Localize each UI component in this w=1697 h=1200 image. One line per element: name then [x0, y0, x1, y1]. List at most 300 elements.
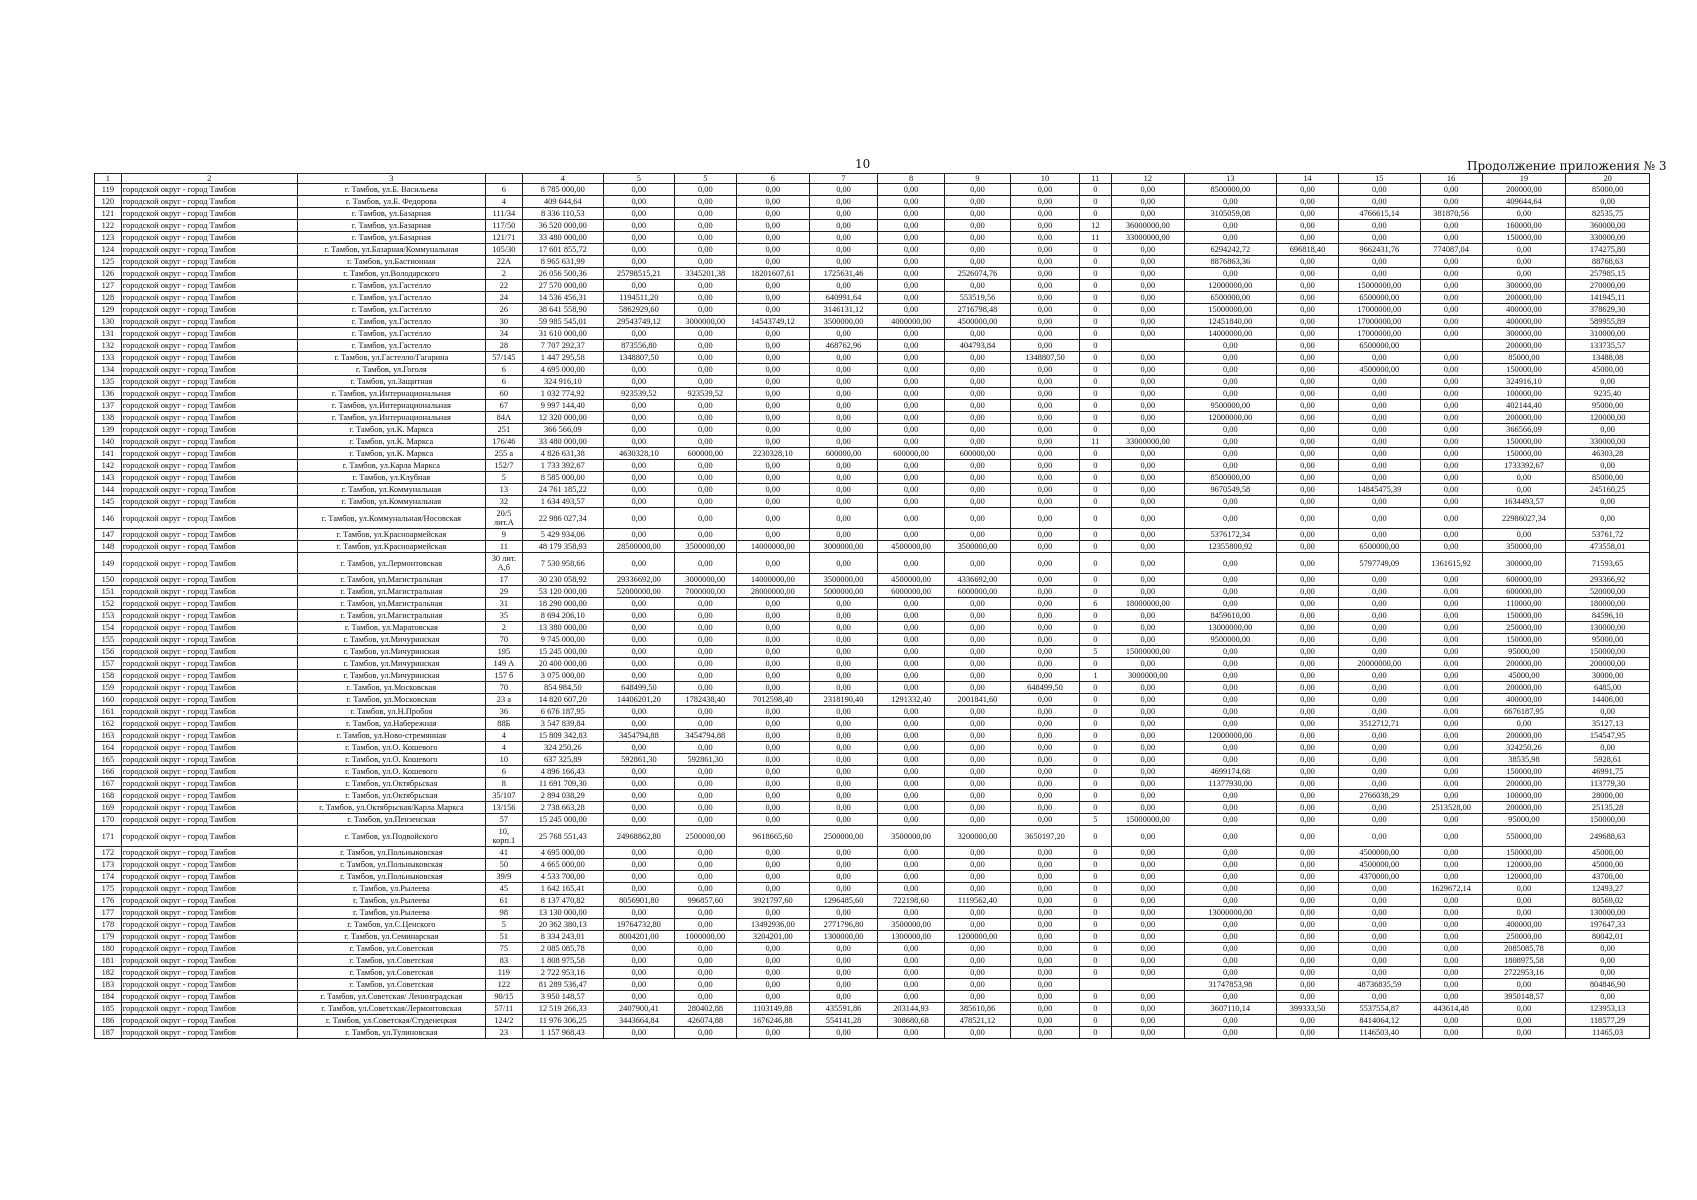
table-cell: 0,00 [944, 244, 1010, 256]
table-cell: 0,00 [1011, 256, 1080, 268]
table-cell: 0,00 [1011, 340, 1080, 352]
table-cell: 0,00 [809, 484, 878, 496]
table-cell: 28500000,00 [604, 541, 675, 553]
table-cell: 0,00 [944, 754, 1010, 766]
table-cell: 84596,10 [1566, 610, 1650, 622]
table-cell: 1300000,00 [878, 931, 944, 943]
table-cell: 0,00 [1011, 388, 1080, 400]
table-cell: 3650197,20 [1011, 826, 1080, 847]
table-cell: 0,00 [604, 208, 675, 220]
table-cell: 9500000,00 [1184, 400, 1276, 412]
table-cell: 3454794,88 [674, 730, 736, 742]
table-row [95, 472, 1650, 484]
table-cell: 0,00 [1339, 883, 1420, 895]
table-cell: г. Тамбов, ул.К. Маркса [297, 448, 486, 460]
table-cell: 200000,00 [1482, 682, 1566, 694]
table-cell: 0,00 [736, 460, 809, 472]
table-cell: 1 447 295,58 [522, 352, 603, 364]
table-cell: 0,00 [1566, 943, 1650, 955]
table-cell: г. Тамбов, ул.Советская [297, 943, 486, 955]
table-cell: 1676246,88 [736, 1015, 809, 1027]
table-cell: 14406201,20 [604, 694, 675, 706]
table-cell: 0 [1079, 328, 1111, 340]
table-cell: 0,00 [1420, 919, 1482, 931]
table-cell: 0,00 [1482, 208, 1566, 220]
table-cell: 23 [486, 1027, 522, 1039]
table-cell: 350000,00 [1482, 541, 1566, 553]
table-cell: 0,00 [1184, 859, 1276, 871]
table-cell: 0,00 [1276, 376, 1338, 388]
table-cell: 0,00 [604, 706, 675, 718]
table-cell: 409644,64 [1482, 196, 1566, 208]
table-cell: городской округ - город Тамбов [121, 340, 297, 352]
table-cell: 70 [486, 634, 522, 646]
table-cell: 0,00 [1420, 424, 1482, 436]
table-cell: 0,00 [674, 646, 736, 658]
table-cell: 0,00 [1276, 1015, 1338, 1027]
table-cell: 0,00 [1276, 826, 1338, 847]
table-cell: 0,00 [1011, 718, 1080, 730]
table-cell: 0,00 [878, 967, 944, 979]
table-cell: 600000,00 [1482, 574, 1566, 586]
table-cell: 0,00 [1339, 814, 1420, 826]
table-cell: 0,00 [809, 256, 878, 268]
table-cell: 161 [95, 706, 122, 718]
table-cell: 0,00 [1111, 895, 1184, 907]
table-cell: 176 [95, 895, 122, 907]
table-cell: 0,00 [1011, 541, 1080, 553]
table-cell: 0 [1079, 991, 1111, 1003]
table-cell: 0,00 [604, 859, 675, 871]
table-cell: г. Тамбов, ул.Интернациональная [297, 412, 486, 424]
table-cell: 0,00 [809, 814, 878, 826]
table-cell: 0,00 [736, 484, 809, 496]
table-cell: 0,00 [944, 991, 1010, 1003]
table-cell: 0,00 [674, 622, 736, 634]
table-cell: 300000,00 [1482, 280, 1566, 292]
table-cell: 9618665,60 [736, 826, 809, 847]
table-cell: 0,00 [878, 859, 944, 871]
table-cell: 0,00 [878, 328, 944, 340]
table-cell: 0,00 [1011, 847, 1080, 859]
table-cell: 0,00 [809, 955, 878, 967]
table-row [95, 292, 1650, 304]
table-cell: 0,00 [944, 766, 1010, 778]
table-cell: 0,00 [604, 907, 675, 919]
table-cell: 0,00 [944, 553, 1010, 574]
table-cell: городской округ - город Тамбов [121, 634, 297, 646]
table-cell: 0,00 [1276, 790, 1338, 802]
table-cell: 45000,00 [1566, 364, 1650, 376]
table-cell: 33000000,00 [1111, 232, 1184, 244]
table-cell: 51 [486, 931, 522, 943]
table-cell: 0,00 [878, 622, 944, 634]
table-cell: 0,00 [604, 472, 675, 484]
table-cell: 4500000,00 [1339, 364, 1420, 376]
table-cell: 0,00 [1184, 268, 1276, 280]
table-cell: 400000,00 [1482, 919, 1566, 931]
table-cell: 0,00 [944, 610, 1010, 622]
continuation-title: Продолжение приложения № 3 [1467, 159, 1667, 173]
table-cell: 0,00 [1420, 196, 1482, 208]
table-cell: 640991,64 [809, 292, 878, 304]
table-cell: 0,00 [1011, 472, 1080, 484]
table-cell: 0,00 [809, 622, 878, 634]
table-cell: 43700,00 [1566, 871, 1650, 883]
table-cell: 0,00 [1339, 586, 1420, 598]
table-cell: городской округ - город Тамбов [121, 883, 297, 895]
table-cell: 0,00 [736, 943, 809, 955]
table-cell: 0,00 [1420, 895, 1482, 907]
table-cell: 0 [1079, 907, 1111, 919]
table-cell: 0,00 [878, 754, 944, 766]
table-cell: 19764732,80 [604, 919, 675, 931]
table-cell: 0,00 [1011, 574, 1080, 586]
table-cell: 12 519 266,33 [522, 1003, 603, 1015]
table-cell: 1782438,40 [674, 694, 736, 706]
table-cell: 4370000,00 [1339, 871, 1420, 883]
table-cell: 0,00 [1276, 658, 1338, 670]
table-cell: 36000000,00 [1111, 220, 1184, 232]
table-cell: 0,00 [736, 871, 809, 883]
table-cell: 0,00 [1276, 400, 1338, 412]
table-cell: 50 [486, 859, 522, 871]
table-cell: 554141,28 [809, 1015, 878, 1027]
table-cell: 13488,08 [1566, 352, 1650, 364]
table-cell: 0,00 [878, 364, 944, 376]
table-cell: 0,00 [944, 460, 1010, 472]
table-cell: 126 [95, 268, 122, 280]
table-cell: 0,00 [944, 598, 1010, 610]
table-cell: 15 245 000,00 [522, 814, 603, 826]
table-cell: 0,00 [944, 979, 1010, 991]
table-cell: 0,00 [944, 871, 1010, 883]
table-cell: 308680,68 [878, 1015, 944, 1027]
table-cell: г. Тамбов, ул.Октябрьская [297, 778, 486, 790]
table-cell: городской округ - город Тамбов [121, 847, 297, 859]
table-cell: 0 [1079, 778, 1111, 790]
table-cell: 0,00 [604, 814, 675, 826]
table-cell: 443614,48 [1420, 1003, 1482, 1015]
table-cell: 0,00 [736, 553, 809, 574]
table-cell: 8414064,12 [1339, 1015, 1420, 1027]
table-cell: 0,00 [1184, 376, 1276, 388]
table-cell: городской округ - город Тамбов [121, 943, 297, 955]
table-cell: 0,00 [878, 400, 944, 412]
table-row [95, 220, 1650, 232]
table-cell: 0,00 [736, 424, 809, 436]
table-cell: 59 985 545,01 [522, 316, 603, 328]
table-cell: 0,00 [1276, 871, 1338, 883]
table-row [95, 328, 1650, 340]
table-cell: 0,00 [1420, 304, 1482, 316]
table-cell: 12 [1079, 220, 1111, 232]
table-cell: 0,00 [1011, 232, 1080, 244]
table-cell: 0,00 [674, 232, 736, 244]
table-cell: 8 965 631,99 [522, 256, 603, 268]
table-cell: 88Б [486, 718, 522, 730]
table-cell: 0 [1079, 256, 1111, 268]
table-cell: г. Тамбов, ул.Интернациональная [297, 400, 486, 412]
table-cell: 84А [486, 412, 522, 424]
table-cell: 0,00 [878, 496, 944, 508]
table-cell: 158 [95, 670, 122, 682]
table-row [95, 943, 1650, 955]
table-cell: 0,00 [604, 376, 675, 388]
table-cell: 17000000,00 [1339, 328, 1420, 340]
table-cell: 0,00 [736, 883, 809, 895]
table-cell: 120000,00 [1566, 412, 1650, 424]
table-cell: 36 [486, 706, 522, 718]
table-cell: 0,00 [1276, 508, 1338, 529]
table-row [95, 208, 1650, 220]
table-cell: 0,00 [878, 280, 944, 292]
table-cell: 150000,00 [1482, 634, 1566, 646]
table-cell: 25 768 551,43 [522, 826, 603, 847]
table-cell: 0,00 [674, 292, 736, 304]
table-cell: 0,00 [1111, 412, 1184, 424]
table-cell: 996857,60 [674, 895, 736, 907]
table-cell: 119 [95, 184, 122, 196]
table-cell: 0,00 [944, 658, 1010, 670]
table-cell: 0,00 [674, 244, 736, 256]
table-cell: 0,00 [674, 847, 736, 859]
table-cell: 0,00 [1482, 268, 1566, 280]
table-cell: 160 [95, 694, 122, 706]
table-cell: 7 530 958,66 [522, 553, 603, 574]
table-cell: 468762,96 [809, 340, 878, 352]
table-cell: 0,00 [1276, 364, 1338, 376]
table-cell: 0,00 [878, 184, 944, 196]
table-cell [1111, 979, 1184, 991]
table-cell: г. Тамбов, ул.Советская/Студенецкая [297, 1015, 486, 1027]
table-cell: 157 б [486, 670, 522, 682]
table-row [95, 268, 1650, 280]
table-cell: 15000000,00 [1111, 646, 1184, 658]
table-cell: 26 [486, 304, 522, 316]
table-cell: 873556,80 [604, 340, 675, 352]
table-row [95, 1015, 1650, 1027]
table-cell: 0,00 [1276, 955, 1338, 967]
table-cell: 0,00 [1111, 943, 1184, 955]
table-cell: 0,00 [604, 658, 675, 670]
table-cell: 123 [95, 232, 122, 244]
table-cell: 170 [95, 814, 122, 826]
table-cell: 592861,30 [604, 754, 675, 766]
table-cell: городской округ - город Тамбов [121, 508, 297, 529]
table-cell: городской округ - город Тамбов [121, 424, 297, 436]
table-cell: 0,00 [1420, 436, 1482, 448]
table-cell: 0,00 [1111, 244, 1184, 256]
table-cell: 9235,40 [1566, 388, 1650, 400]
table-cell: 400000,00 [1482, 316, 1566, 328]
table-cell: 0,00 [944, 943, 1010, 955]
table-cell: 25135,28 [1566, 802, 1650, 814]
table-cell: 0,00 [1339, 196, 1420, 208]
table-cell: 0,00 [1111, 376, 1184, 388]
table-cell: г. Тамбов, ул.Магистральная [297, 586, 486, 598]
table-cell: 426074,88 [674, 1015, 736, 1027]
table-cell: 0,00 [1420, 496, 1482, 508]
table-cell: 0 [1079, 682, 1111, 694]
table-cell: г. Тамбов, ул.Гастелло/Гагарина [297, 352, 486, 364]
table-cell: 149 А [486, 658, 522, 670]
table-cell: 6 [486, 184, 522, 196]
table-cell: 0,00 [604, 871, 675, 883]
table-cell: 0,00 [1420, 814, 1482, 826]
table-cell: 9 [486, 529, 522, 541]
table-cell: 0,00 [1184, 943, 1276, 955]
table-cell: 3 075 000,00 [522, 670, 603, 682]
table-cell: 310000,00 [1566, 328, 1650, 340]
table-cell: 0,00 [809, 232, 878, 244]
table-cell: 177 [95, 907, 122, 919]
table-cell: 0,00 [674, 256, 736, 268]
table-cell: 0,00 [1184, 496, 1276, 508]
table-cell: 0,00 [1111, 871, 1184, 883]
table-cell: 0,00 [1339, 508, 1420, 529]
table-cell: 179 [95, 931, 122, 943]
table-cell: 385610,86 [944, 1003, 1010, 1015]
table-cell: 0,00 [736, 196, 809, 208]
table-cell: 22 986 027,34 [522, 508, 603, 529]
table-cell: 0,00 [878, 529, 944, 541]
table-cell: 85000,00 [1566, 472, 1650, 484]
table-cell: 9 997 144,40 [522, 400, 603, 412]
table-cell: 0,00 [1276, 991, 1338, 1003]
table-cell: 5 [486, 919, 522, 931]
table-cell: городской округ - город Тамбов [121, 730, 297, 742]
table-row [95, 484, 1650, 496]
table-cell: 6500000,00 [1184, 292, 1276, 304]
table-cell: 0,00 [1111, 328, 1184, 340]
table-cell: 250000,00 [1482, 622, 1566, 634]
table-cell: 2771796,80 [809, 919, 878, 931]
table-cell: 9662431,76 [1339, 244, 1420, 256]
table-cell: городской округ - город Тамбов [121, 907, 297, 919]
table-cell: 4500000,00 [944, 316, 1010, 328]
table-cell: 0,00 [1276, 943, 1338, 955]
table-cell: 0,00 [1420, 931, 1482, 943]
table-cell: г. Тамбов, ул.Гастелло [297, 304, 486, 316]
table-row [95, 967, 1650, 979]
table-cell: 0,00 [736, 718, 809, 730]
table-cell: 3454794,88 [604, 730, 675, 742]
table-cell: 0,00 [1276, 232, 1338, 244]
table-cell: 0,00 [1011, 790, 1080, 802]
table-cell: 0,00 [1482, 244, 1566, 256]
table-cell: 0,00 [878, 871, 944, 883]
table-cell: 0,00 [1566, 742, 1650, 754]
table-cell: 435591,86 [809, 1003, 878, 1015]
table-cell: 0,00 [1011, 496, 1080, 508]
table-cell: 0,00 [1111, 424, 1184, 436]
table-cell: 35127,13 [1566, 718, 1650, 730]
table-cell: 0,00 [674, 484, 736, 496]
table-cell: 0,00 [674, 991, 736, 1003]
table-cell: 4 533 700,00 [522, 871, 603, 883]
table-cell: 2 085 085,78 [522, 943, 603, 955]
table-cell: 0,00 [674, 1027, 736, 1039]
table-cell: 0,00 [944, 955, 1010, 967]
table-cell: 200000,00 [1566, 658, 1650, 670]
table-cell: 0,00 [736, 280, 809, 292]
table-cell: 0,00 [1339, 955, 1420, 967]
table-cell: 0,00 [674, 919, 736, 931]
table-cell: 0,00 [1011, 1015, 1080, 1027]
table-cell: 0,00 [809, 184, 878, 196]
table-cell: 38 641 558,90 [522, 304, 603, 316]
table-cell: 152/7 [486, 460, 522, 472]
table-cell: 0,00 [878, 472, 944, 484]
table-cell: 200000,00 [1482, 184, 1566, 196]
table-cell: 0,00 [1276, 718, 1338, 730]
table-cell: 0,00 [878, 610, 944, 622]
table-cell: 1634493,57 [1482, 496, 1566, 508]
column-header: 16 [1420, 174, 1482, 184]
table-cell: 30 лит. А,б [486, 553, 522, 574]
table-cell: 0,00 [674, 220, 736, 232]
table-cell: 10 [486, 754, 522, 766]
table-cell: 324 916,10 [522, 376, 603, 388]
table-cell: 0,00 [1184, 424, 1276, 436]
table-cell: 0,00 [878, 424, 944, 436]
table-cell: 0,00 [1111, 742, 1184, 754]
table-cell: 0,00 [604, 622, 675, 634]
table-cell: 0,00 [878, 232, 944, 244]
table-cell: городской округ - город Тамбов [121, 268, 297, 280]
table-cell: г. Тамбов, ул.Рылеева [297, 895, 486, 907]
table-cell: 20 362 380,13 [522, 919, 603, 931]
table-cell: 0,00 [1184, 706, 1276, 718]
table-cell: 402144,40 [1482, 400, 1566, 412]
table-cell: 0,00 [1420, 448, 1482, 460]
table-cell: 7 707 292,37 [522, 340, 603, 352]
table-cell: 0,00 [1420, 376, 1482, 388]
table-cell: городской округ - город Тамбов [121, 376, 297, 388]
column-header: 5 [674, 174, 736, 184]
table-cell: 28000,00 [1566, 790, 1650, 802]
table-cell: 200000,00 [1482, 340, 1566, 352]
table-cell: 142 [95, 460, 122, 472]
table-cell: 0,00 [1420, 268, 1482, 280]
table-cell: 131 [95, 328, 122, 340]
table-cell: 4 695 000,00 [522, 847, 603, 859]
table-cell: 0,00 [878, 814, 944, 826]
table-row [95, 826, 1650, 847]
table-cell: 0,00 [1482, 883, 1566, 895]
table-cell: г. Тамбов, ул.Московская [297, 682, 486, 694]
table-cell: 70 [486, 682, 522, 694]
table-cell: 0,00 [604, 436, 675, 448]
table-row [95, 907, 1650, 919]
table-cell: 0,00 [944, 388, 1010, 400]
table-cell: 0,00 [604, 718, 675, 730]
table-cell: г. Тамбов, ул.Рылеева [297, 883, 486, 895]
table-row [95, 352, 1650, 364]
table-cell: 13/156 [486, 802, 522, 814]
table-cell: 0,00 [674, 883, 736, 895]
table-cell: 0,00 [736, 472, 809, 484]
table-cell: городской округ - город Тамбов [121, 790, 297, 802]
table-cell: г. Тамбов, ул.Карла Маркса [297, 460, 486, 472]
table-cell: городской округ - город Тамбов [121, 754, 297, 766]
table-cell: 6676187,95 [1482, 706, 1566, 718]
table-row [95, 1027, 1650, 1039]
table-cell: 29543749,12 [604, 316, 675, 328]
table-cell: 31 [486, 598, 522, 610]
table-cell: 0 [1079, 529, 1111, 541]
